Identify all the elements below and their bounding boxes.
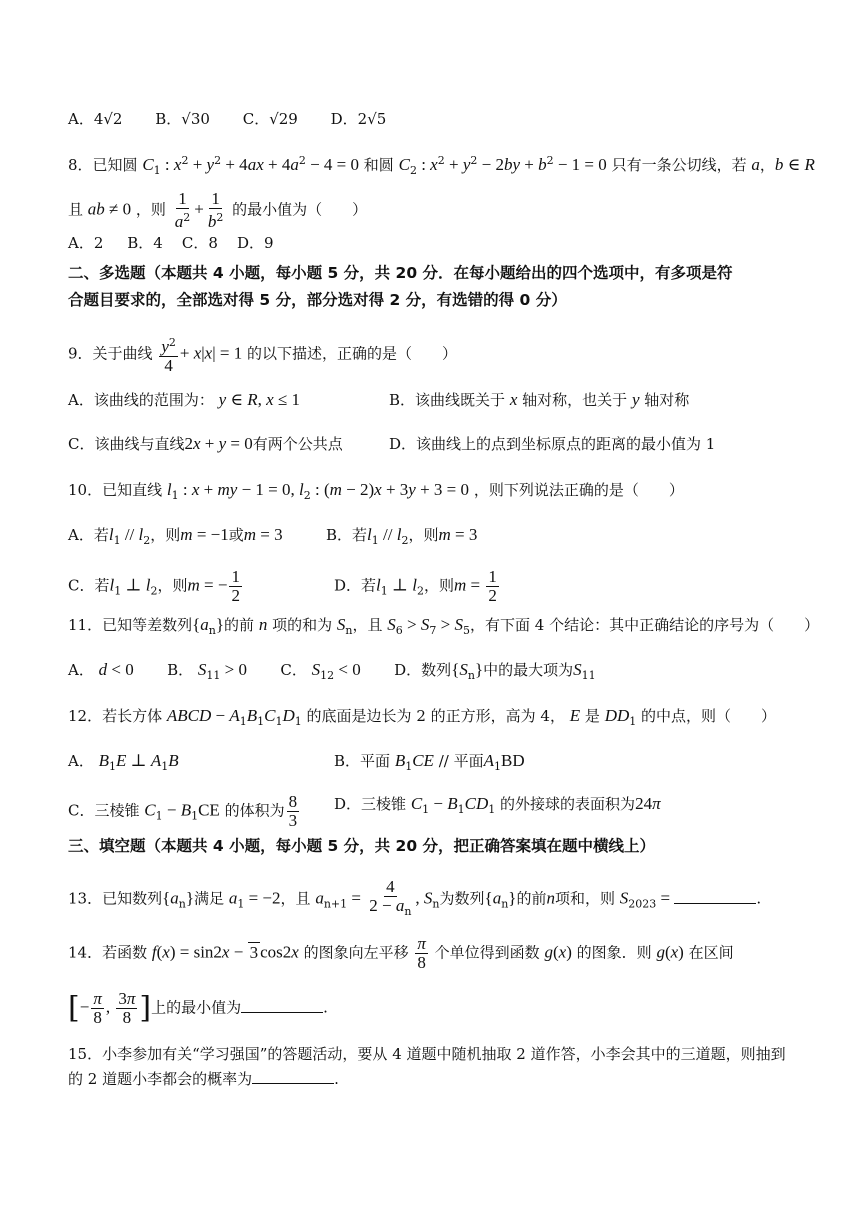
q8-stem-line2: 且 ab ≠ 0 ，则 $\frac{1}{a^2}$ + $\frac{1}{b^2}$ 的最小值为（ ） <box>68 189 368 231</box>
q7-option-b: B．√30 <box>155 110 210 128</box>
q13-text: 的前 <box>516 889 547 908</box>
q10-text: 10．已知直线 <box>68 481 163 499</box>
q8-text: 8．已知圆 <box>68 156 138 174</box>
q11-option-b: B． <box>167 661 194 679</box>
q15-answer-blank[interactable] <box>252 1069 334 1084</box>
q14-text: . <box>323 998 328 1017</box>
q12-text: C．三棱锥 <box>68 801 140 820</box>
q14-text: 14．若函数 <box>68 943 148 962</box>
q14-text: 的图象．则 <box>576 943 652 962</box>
q12-text: A． <box>68 752 94 770</box>
q9-text: 9．关于曲线 <box>68 344 153 363</box>
q9-text: 的以下描述，正确的是（ ） <box>247 344 458 363</box>
q8-text: ，则 <box>135 200 166 219</box>
q15-text: . <box>334 1070 339 1088</box>
q11-text: ，有下面 4 个结论：其中正确结论的序号为（ ） <box>469 616 820 634</box>
q9-stem: 9．关于曲线 $\frac{y^2}{4}$ + x|x| = 1 的以下描述，正确的是（ ） <box>68 336 458 375</box>
q8-option-c: C．8 <box>181 234 218 252</box>
q12-text: 是 <box>584 707 600 725</box>
q12-text: 的中点，则（ ） <box>641 707 777 725</box>
q10-text: ，则下列说法正确的是（ ） <box>473 481 684 499</box>
q10-text: B．若 <box>326 526 368 544</box>
q12-text: 的外接球的表面积为 <box>500 795 636 813</box>
q12-text: 的底面是边长为 2 的正方形，高为 4， <box>306 707 565 725</box>
q11-options: A． d < 0 B． $S_{11} > 0$ C． $S_{12} < 0$ D．数列$\{S_n\}$中的最大项为$S_{11}$ <box>68 660 596 682</box>
q14-text: 上的最小值为 <box>151 998 242 1017</box>
q8-stem-line1: 8．已知圆 $C_1$ : $x^2 + y^2 + 4ax + 4a^2 - 4 = 0$ 和圆 $C_2$ : $x^2 + y^2 - 2by + b^2 - 1 = 0$ 只有一条公切线，若 a，b ∈ R <box>68 154 815 177</box>
q8-text: 的最小值为（ ） <box>232 200 368 219</box>
q12-text: 12．若长方体 <box>68 707 163 725</box>
q9-option-c: C．该曲线与直线2x + y = 0有两个公共点 <box>68 434 343 453</box>
q10-option-a: A．若$l_1 // l_2$，则m = −1或m = 3 <box>68 525 283 547</box>
q9-option-a: A．该曲线的范围为： y ∈ R, x ≤ 1 <box>68 390 301 409</box>
q10-text: A．若 <box>68 526 109 544</box>
q13-text: 满足 <box>194 889 225 908</box>
q9-text: B．该曲线既关于 <box>389 391 506 409</box>
q8-text: 只有一条公切线，若 <box>611 156 747 174</box>
q10-option-b: B．若$l_1 // l_2$，则m = 3 <box>326 525 478 547</box>
q11-option-c: C． <box>280 661 307 679</box>
q14-text: 的图象向左平移 <box>303 943 409 962</box>
q12-option-a: A． $B_1E$ ⊥ $A_1B$ <box>68 751 179 773</box>
q10-stem: 10．已知直线 $l_1$ : x + my − 1 = 0, $l_2$ : (m − 2)x + 3y + 3 = 0 ，则下列说法正确的是（ ） <box>68 480 684 502</box>
q15-line1: 15．小李参加有关“学习强国”的答题活动，要从 4 道题中随机抽取 2 道作答，小李会其中的三道题，则抽到 <box>68 1045 786 1063</box>
q12-option-d: D．三棱锥 $C_1 - B_1CD_1$ 的外接球的表面积为24π <box>334 794 661 816</box>
q9-option-b: B．该曲线既关于 x 轴对称，也关于 y 轴对称 <box>389 390 690 409</box>
q10-text: ，则 <box>157 576 188 595</box>
q7-option-c: C．√29 <box>242 110 298 128</box>
q10-option-d: D．若$l_1$ ⊥ $l_2$，则m = $\frac{1}{2}$ <box>334 567 497 605</box>
q13-text: ，且 <box>280 889 311 908</box>
q7-option-d: D．2√5 <box>330 110 387 128</box>
q14-text: 个单位得到函数 <box>434 943 540 962</box>
q9-text: C．该曲线与直线 <box>68 435 185 453</box>
q8-options <box>68 232 274 254</box>
q11-text: ，且 <box>352 616 383 634</box>
q11-text: 的前 <box>224 616 255 634</box>
q10-text: ，则 <box>150 526 181 544</box>
q10-text: ，则 <box>408 526 439 544</box>
q9-option-d: D．该曲线上的点到坐标原点的距离的最小值为 1 <box>389 435 716 453</box>
q9-text: A．该曲线的范围为： <box>68 391 214 409</box>
q11-option-a: A． <box>68 661 94 679</box>
q9-text: 有两个公共点 <box>252 435 343 453</box>
q15-line2 <box>68 1068 339 1090</box>
q11-text: 中的最大项为 <box>483 661 574 679</box>
q12-text: 的体积为 <box>224 801 285 820</box>
q9-text: 轴对称 <box>644 391 690 409</box>
q10-text: ，则 <box>424 576 455 595</box>
q8-option-b: B．4 <box>127 234 163 252</box>
q14-stem-line2: [− $\frac{\pi}{8}$ , $\frac{3\pi}{8}$ ]上的最小值为 . <box>68 989 328 1027</box>
q10-text: D．若 <box>334 576 377 595</box>
q13-answer-blank[interactable] <box>674 889 756 904</box>
q12-option-b: B．平面 $B_1CE$ // 平面$A_1BD$ <box>334 751 525 773</box>
q14-text: 在区间 <box>688 943 734 962</box>
section2-heading-line2: 合题目要求的，全部选对得 5 分，部分选对得 2 分，有选错的得 0 分） <box>68 291 567 309</box>
q13-text: 13．已知数列 <box>68 889 163 908</box>
q13-text: . <box>756 889 762 908</box>
q11-stem: 11．已知等差数列$\{a_n\}$的前 n 项的和为 $S_n$，且 $S_6 > S_7 > S_5$，有下面 4 个结论：其中正确结论的序号为（ ） <box>68 615 820 637</box>
q14-answer-blank[interactable] <box>241 998 323 1013</box>
q7-option-a: A．4√2 <box>68 110 123 128</box>
q12-option-c: C．三棱锥 $C_1 - B_1CE$ 的体积为 $\frac{8}{3}$ <box>68 792 298 830</box>
q8-option-d: D．9 <box>237 234 274 252</box>
q10-option-c: C．若$l_1$ ⊥ $l_2$，则m = − $\frac{1}{2}$ <box>68 567 240 605</box>
q8-option-a: A．2 <box>68 234 104 252</box>
q12-text: D．三棱锥 <box>334 795 407 813</box>
q11-option-d: D．数列 <box>394 661 452 679</box>
q12-text: // 平面 <box>438 752 484 770</box>
q10-text: 或 <box>228 526 244 544</box>
q9-text: 轴对称，也关于 <box>522 391 628 409</box>
section2-heading-line1: 二、多选题（本题共 4 小题，每小题 5 分，共 20 分．在每小题给出的四个选项中，有多项是符 <box>68 264 733 282</box>
q13-text: 项和，则 <box>554 889 615 908</box>
q13-text: 为数列 <box>439 889 485 908</box>
q8-text: 且 <box>68 200 84 219</box>
q11-text: 11．已知等差数列 <box>68 616 193 634</box>
q7-options <box>68 108 414 130</box>
q15-text: 的 2 道题小李都会的概率为 <box>68 1070 253 1088</box>
q14-stem: 14．若函数 f(x) = sin2x − 3 cos2x 的图象向左平移 $\frac{\pi}{8}$ 个单位得到函数 g(x) 的图象．则 g(x) 在区间 <box>68 934 734 972</box>
q12-stem: 12．若长方体 ABCD − $A_1B_1C_1D_1$ 的底面是边长为 2 的正方形，高为 4， E 是 $DD_1$ 的中点，则（ ） <box>68 706 777 728</box>
q12-text: B．平面 <box>334 752 391 770</box>
q11-text: 项的和为 <box>272 616 333 634</box>
q10-text: C．若 <box>68 576 110 595</box>
q8-text: 和圆 <box>363 156 394 174</box>
section3-heading: 三、填空题（本题共 4 小题，每小题 5 分，共 20 分，把正确答案填在题中横线上） <box>68 837 656 855</box>
q13-stem: 13．已知数列$\{a_n\}$满足 $a_1 = -2$，且 $a_{n+1}$ = $\frac{4}{2 - a_n}$ , $S_n$为数列$\{a_n\}$的前n项和，则 $S_{2023}$ = . <box>68 877 762 918</box>
